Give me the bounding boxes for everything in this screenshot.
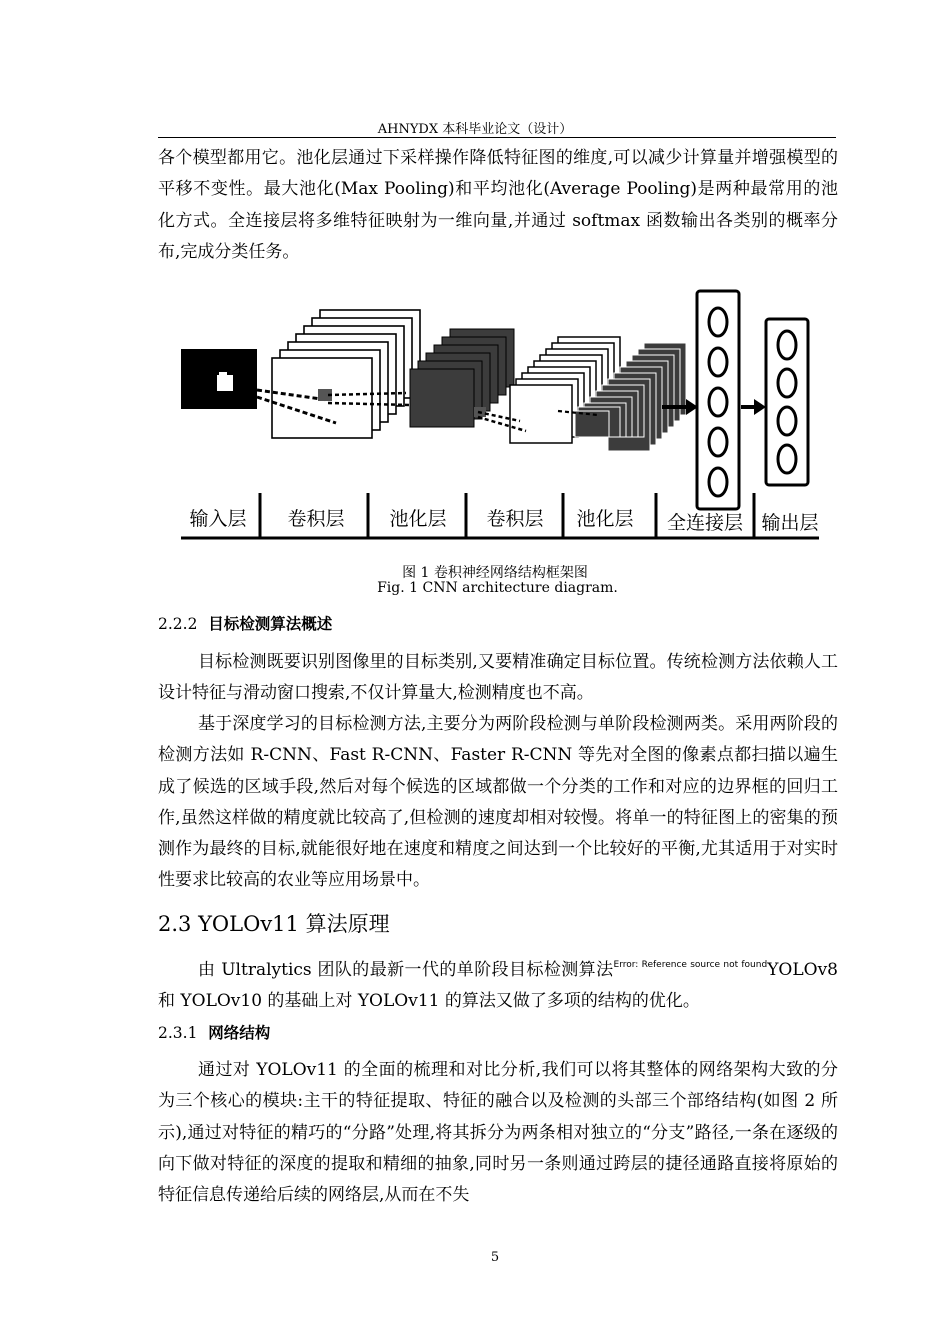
- para4-text-b: YOLOv8 和 YOLOv10 的基础上对 YOLOv11 的算法又做了多项的结构的优化。: [158, 960, 838, 1012]
- section-heading-2-3-1: [158, 1021, 270, 1043]
- paragraph-yolov11-intro: [158, 950, 838, 1018]
- label-conv-layer-2: 卷积层: [486, 508, 544, 530]
- cnn-architecture-figure: [178, 285, 822, 543]
- pool-layer-1-maps: [410, 329, 514, 427]
- running-header: AHNYDX 本科毕业论文（设计）: [377, 122, 573, 137]
- reference-error: Error: Reference source not found: [613, 960, 768, 970]
- paragraph-pooling: 各个模型都用它。池化层通过下采样操作降低特征图的维度,可以减少计算量并增强模型的平移不变性。最大池化(Max Pooling)和平均池化(Average Pooling)是两种最常用的池化方式。全连接层将多维特征映射为一维向量,并通过 softmax 函数输出各类别的概率分布,完成分类任务。: [158, 148, 838, 262]
- section-title: 网络结构: [208, 1023, 271, 1042]
- page-number: 5: [490, 1250, 500, 1265]
- arrow-to-output: [741, 399, 766, 415]
- section-title: 目标检测算法概述: [208, 614, 333, 633]
- figure-caption-cn: 图 1 卷积神经网络结构框架图: [402, 565, 588, 581]
- paragraph-detection-intro: 目标检测既要识别图像里的目标类别,又要精准确定目标位置。传统检测方法依赖人工设计特征与滑动窗口搜索,不仅计算量大,检测精度也不高。: [158, 652, 838, 704]
- header-rule: [158, 137, 836, 138]
- fc-layer: [697, 291, 739, 509]
- paragraph-two-stage: 基于深度学习的目标检测方法,主要分为两阶段检测与单阶段检测两类。采用两阶段的检测方法如 R-CNN、Fast R-CNN、Faster R-CNN 等先对全图的像素点都扫描以遍生成了候选的区域手段,然后对每个候选的区域都做一个分类的工作和对应的边界框的回归工作,虽然这样做的精度就比较高了,但检测的速度却相对较慢。将单一的特征图上的密集的预测作为最终的目标,就能很好地在速度和精度之间达到一个比较好的平衡,尤其适用于对实时性要求比较高的农业等应用场景中。: [158, 714, 838, 891]
- conv-layer-1-maps: [272, 310, 420, 438]
- figure-caption-en: Fig. 1 CNN architecture diagram.: [377, 580, 618, 596]
- label-pool-layer-2: 池化层: [576, 508, 634, 530]
- para4-text-a: 由 Ultralytics 团队的最新一代的单阶段目标检测算法: [198, 960, 614, 980]
- section-number: 2.2.2: [158, 615, 198, 633]
- section-heading-2-3: 2.3 YOLOv11 算法原理: [158, 912, 390, 936]
- input-image: [181, 349, 257, 409]
- label-fc-layer: 全连接层: [666, 512, 744, 534]
- section-number: 2.3.1: [158, 1024, 198, 1042]
- label-pool-layer-1: 池化层: [389, 508, 447, 530]
- label-conv-layer-1: 卷积层: [287, 508, 345, 530]
- label-output-layer: 输出层: [761, 512, 819, 534]
- label-input-layer: 输入层: [189, 508, 247, 530]
- section-heading-2-2-2: [158, 612, 332, 634]
- output-layer: [766, 319, 808, 485]
- paragraph-network-structure: 通过对 YOLOv11 的全面的梳理和对比分析,我们可以将其整体的网络架构大致的分为三个核心的模块:主干的特征提取、特征的融合以及检测的头部三个部络结构(如图 2 所示),通过对特征的精巧的“分路”处理,将其拆分为两条相对独立的“分支”路径,一条在逐级的向下做对特征的深度的提取和精细的抽象,同时另一条则通过跨层的捷径通路直接将原始的特征信息传递给后续的网络层,从而在不失: [158, 1060, 838, 1206]
